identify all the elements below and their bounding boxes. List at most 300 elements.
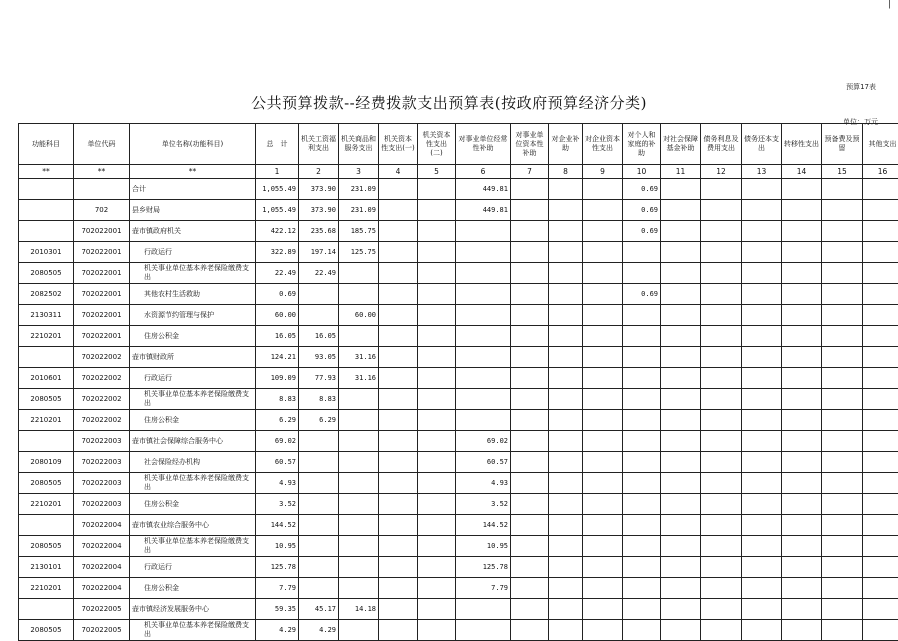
wage-cell: [299, 536, 339, 557]
column-header: 对企业补助: [549, 124, 583, 165]
column-index-cell: **: [130, 165, 256, 179]
empty-cell: [418, 536, 456, 557]
empty-cell: [549, 452, 583, 473]
total-cell: 10.95: [256, 536, 299, 557]
unit-code-cell: 702022002: [74, 368, 130, 389]
household-subsidy-cell: 0.69: [623, 179, 661, 200]
empty-cell: [661, 410, 701, 431]
empty-cell: [549, 326, 583, 347]
empty-cell: [822, 200, 863, 221]
household-subsidy-cell: 0.69: [623, 284, 661, 305]
empty-cell: [742, 200, 782, 221]
goods-services-cell: 14.18: [339, 599, 379, 620]
column-header: 总 计: [256, 124, 299, 165]
institution-subsidy-cell: 7.79: [456, 578, 511, 599]
empty-cell: [418, 431, 456, 452]
goods-services-cell: [339, 284, 379, 305]
empty-cell: [549, 494, 583, 515]
empty-cell: [379, 599, 418, 620]
empty-cell: [418, 305, 456, 326]
empty-cell: [742, 242, 782, 263]
empty-cell: [418, 599, 456, 620]
empty-cell: [863, 473, 898, 494]
household-subsidy-cell: [623, 263, 661, 284]
empty-cell: [379, 473, 418, 494]
column-header: 对社会保障基金补助: [661, 124, 701, 165]
unit-name-cell: 住房公积金: [130, 578, 256, 599]
table-row: [19, 179, 898, 200]
empty-cell: [863, 284, 898, 305]
wage-cell: 6.29: [299, 410, 339, 431]
empty-cell: [379, 536, 418, 557]
column-header: 功能科目: [19, 124, 74, 165]
unit-code-cell: 702022001: [74, 284, 130, 305]
empty-cell: [742, 305, 782, 326]
empty-cell: [379, 620, 418, 641]
unit-name-cell: 行政运行: [130, 242, 256, 263]
empty-cell: [782, 599, 822, 620]
empty-cell: [418, 263, 456, 284]
column-header: 其他支出: [863, 124, 898, 165]
total-cell: 422.12: [256, 221, 299, 242]
empty-cell: [782, 221, 822, 242]
wage-cell: [299, 578, 339, 599]
column-index-cell: 7: [511, 165, 549, 179]
empty-cell: [782, 431, 822, 452]
wage-cell: [299, 515, 339, 536]
goods-services-cell: [339, 326, 379, 347]
unit-name-cell: 机关事业单位基本养老保险缴费支出: [130, 473, 256, 494]
empty-cell: [822, 305, 863, 326]
empty-cell: [782, 620, 822, 641]
empty-cell: [549, 242, 583, 263]
empty-cell: [511, 347, 549, 368]
empty-cell: [822, 410, 863, 431]
column-header: 对企业资本性支出: [583, 124, 623, 165]
empty-cell: [822, 536, 863, 557]
empty-cell: [661, 515, 701, 536]
empty-cell: [782, 326, 822, 347]
empty-cell: [511, 431, 549, 452]
empty-cell: [782, 305, 822, 326]
func-code-cell: [19, 599, 74, 620]
empty-cell: [511, 578, 549, 599]
household-subsidy-cell: [623, 368, 661, 389]
empty-cell: [549, 263, 583, 284]
table-row: [19, 515, 898, 536]
empty-cell: [782, 452, 822, 473]
empty-cell: [511, 368, 549, 389]
empty-cell: [822, 473, 863, 494]
empty-cell: [863, 515, 898, 536]
empty-cell: [822, 494, 863, 515]
unit-name-cell: 行政运行: [130, 557, 256, 578]
empty-cell: [583, 221, 623, 242]
empty-cell: [418, 578, 456, 599]
institution-subsidy-cell: [456, 368, 511, 389]
empty-cell: [379, 326, 418, 347]
unit-code-cell: 702022003: [74, 494, 130, 515]
empty-cell: [863, 578, 898, 599]
goods-services-cell: [339, 410, 379, 431]
household-subsidy-cell: [623, 452, 661, 473]
empty-cell: [379, 263, 418, 284]
func-code-cell: [19, 200, 74, 221]
column-index-cell: 5: [418, 165, 456, 179]
empty-cell: [742, 284, 782, 305]
empty-cell: [782, 263, 822, 284]
empty-cell: [822, 557, 863, 578]
empty-cell: [379, 389, 418, 410]
institution-subsidy-cell: 449.81: [456, 179, 511, 200]
goods-services-cell: 60.00: [339, 305, 379, 326]
empty-cell: [511, 494, 549, 515]
household-subsidy-cell: [623, 410, 661, 431]
empty-cell: [661, 557, 701, 578]
institution-subsidy-cell: [456, 389, 511, 410]
empty-cell: [701, 557, 742, 578]
empty-cell: [742, 263, 782, 284]
column-index-cell: 13: [742, 165, 782, 179]
unit-code-cell: 702022001: [74, 263, 130, 284]
unit-name-cell: 县乡财局: [130, 200, 256, 221]
empty-cell: [511, 452, 549, 473]
unit-name-cell: 合计: [130, 179, 256, 200]
empty-cell: [549, 179, 583, 200]
empty-cell: [661, 263, 701, 284]
unit-name-cell: 行政运行: [130, 368, 256, 389]
institution-subsidy-cell: 4.93: [456, 473, 511, 494]
empty-cell: [549, 473, 583, 494]
total-cell: 322.89: [256, 242, 299, 263]
table-row: [19, 473, 898, 494]
unit-name-cell: 壶市镇农业综合服务中心: [130, 515, 256, 536]
empty-cell: [379, 557, 418, 578]
empty-cell: [549, 347, 583, 368]
empty-cell: [782, 494, 822, 515]
empty-cell: [822, 620, 863, 641]
empty-cell: [822, 578, 863, 599]
institution-subsidy-cell: [456, 263, 511, 284]
empty-cell: [782, 410, 822, 431]
empty-cell: [782, 368, 822, 389]
func-code-cell: [19, 515, 74, 536]
empty-cell: [742, 473, 782, 494]
household-subsidy-cell: [623, 389, 661, 410]
empty-cell: [549, 368, 583, 389]
empty-cell: [742, 221, 782, 242]
institution-subsidy-cell: [456, 347, 511, 368]
total-cell: 69.02: [256, 431, 299, 452]
table-row: [19, 242, 898, 263]
empty-cell: [379, 200, 418, 221]
institution-subsidy-cell: 144.52: [456, 515, 511, 536]
empty-cell: [549, 431, 583, 452]
page-title: 公共预算拨款--经费拨款支出预算表(按政府预算经济分类): [0, 92, 898, 113]
func-code-cell: 2080505: [19, 620, 74, 641]
empty-cell: [782, 179, 822, 200]
unit-code-cell: [74, 179, 130, 200]
empty-cell: [863, 389, 898, 410]
empty-cell: [701, 410, 742, 431]
empty-cell: [782, 200, 822, 221]
total-cell: 144.52: [256, 515, 299, 536]
empty-cell: [863, 431, 898, 452]
empty-cell: [511, 221, 549, 242]
empty-cell: [782, 536, 822, 557]
empty-cell: [511, 473, 549, 494]
total-cell: 16.05: [256, 326, 299, 347]
column-header: 转移性支出: [782, 124, 822, 165]
empty-cell: [701, 368, 742, 389]
column-header: 单位代码: [74, 124, 130, 165]
func-code-cell: 2130101: [19, 557, 74, 578]
wage-cell: 373.90: [299, 200, 339, 221]
empty-cell: [661, 305, 701, 326]
empty-cell: [863, 410, 898, 431]
column-index-cell: 6: [456, 165, 511, 179]
empty-cell: [379, 410, 418, 431]
column-header: 机关资本性支出(一): [379, 124, 418, 165]
table-row: [19, 200, 898, 221]
table-row: [19, 410, 898, 431]
empty-cell: [863, 620, 898, 641]
empty-cell: [701, 200, 742, 221]
wage-cell: 235.68: [299, 221, 339, 242]
total-cell: 7.79: [256, 578, 299, 599]
table-row: [19, 452, 898, 473]
empty-cell: [549, 305, 583, 326]
goods-services-cell: 231.09: [339, 179, 379, 200]
unit-code-cell: 702022001: [74, 242, 130, 263]
institution-subsidy-cell: 69.02: [456, 431, 511, 452]
empty-cell: [701, 431, 742, 452]
total-cell: 8.83: [256, 389, 299, 410]
unit-code-cell: 702: [74, 200, 130, 221]
empty-cell: [661, 473, 701, 494]
empty-cell: [822, 515, 863, 536]
empty-cell: [379, 305, 418, 326]
empty-cell: [782, 347, 822, 368]
unit-name-cell: 社会保险经办机构: [130, 452, 256, 473]
empty-cell: [549, 578, 583, 599]
institution-subsidy-cell: [456, 326, 511, 347]
empty-cell: [511, 326, 549, 347]
goods-services-cell: 185.75: [339, 221, 379, 242]
total-cell: 60.00: [256, 305, 299, 326]
empty-cell: [418, 221, 456, 242]
empty-cell: [418, 410, 456, 431]
empty-cell: [379, 368, 418, 389]
empty-cell: [418, 473, 456, 494]
empty-cell: [511, 557, 549, 578]
empty-cell: [661, 200, 701, 221]
empty-cell: [822, 242, 863, 263]
func-code-cell: 2210201: [19, 494, 74, 515]
empty-cell: [583, 200, 623, 221]
empty-cell: [511, 536, 549, 557]
unit-name-cell: 住房公积金: [130, 494, 256, 515]
empty-cell: [583, 305, 623, 326]
table-row: [19, 578, 898, 599]
table-row: [19, 326, 898, 347]
unit-name-cell: 壶市镇社会保障综合服务中心: [130, 431, 256, 452]
empty-cell: [379, 494, 418, 515]
unit-code-cell: 702022004: [74, 578, 130, 599]
column-index-cell: **: [19, 165, 74, 179]
empty-cell: [742, 494, 782, 515]
empty-cell: [701, 452, 742, 473]
table-body: [19, 165, 898, 641]
empty-cell: [742, 515, 782, 536]
column-index-cell: 3: [339, 165, 379, 179]
unit-name-cell: 机关事业单位基本养老保险缴费支出: [130, 263, 256, 284]
household-subsidy-cell: [623, 494, 661, 515]
household-subsidy-cell: 0.69: [623, 200, 661, 221]
empty-cell: [742, 452, 782, 473]
wage-cell: [299, 452, 339, 473]
empty-cell: [822, 326, 863, 347]
empty-cell: [511, 263, 549, 284]
unit-code-cell: 702022003: [74, 431, 130, 452]
column-index-cell: **: [74, 165, 130, 179]
empty-cell: [511, 179, 549, 200]
unit-code-cell: 702022005: [74, 620, 130, 641]
goods-services-cell: 231.09: [339, 200, 379, 221]
empty-cell: [583, 494, 623, 515]
empty-cell: [863, 599, 898, 620]
func-code-cell: 2080505: [19, 263, 74, 284]
empty-cell: [511, 242, 549, 263]
total-cell: 4.29: [256, 620, 299, 641]
unit-code-cell: 702022005: [74, 599, 130, 620]
empty-cell: [661, 368, 701, 389]
empty-cell: [549, 515, 583, 536]
wage-cell: [299, 473, 339, 494]
empty-cell: [583, 557, 623, 578]
func-code-cell: 2210201: [19, 410, 74, 431]
empty-cell: [379, 578, 418, 599]
goods-services-cell: [339, 263, 379, 284]
empty-cell: [742, 410, 782, 431]
unit-name-cell: 住房公积金: [130, 326, 256, 347]
table-row: [19, 599, 898, 620]
institution-subsidy-cell: [456, 242, 511, 263]
empty-cell: [583, 263, 623, 284]
column-header: 债务还本支出: [742, 124, 782, 165]
column-index-cell: 11: [661, 165, 701, 179]
empty-cell: [583, 620, 623, 641]
unit-code-cell: 702022001: [74, 305, 130, 326]
column-index-cell: 1: [256, 165, 299, 179]
column-index-cell: 9: [583, 165, 623, 179]
empty-cell: [511, 410, 549, 431]
wage-cell: 93.05: [299, 347, 339, 368]
empty-cell: [701, 179, 742, 200]
wage-cell: 45.17: [299, 599, 339, 620]
empty-cell: [511, 515, 549, 536]
empty-cell: [511, 389, 549, 410]
household-subsidy-cell: [623, 599, 661, 620]
institution-subsidy-cell: [456, 620, 511, 641]
goods-services-cell: [339, 389, 379, 410]
empty-cell: [863, 200, 898, 221]
empty-cell: [822, 347, 863, 368]
wage-cell: [299, 431, 339, 452]
empty-cell: [701, 494, 742, 515]
total-cell: 59.35: [256, 599, 299, 620]
empty-cell: [742, 557, 782, 578]
household-subsidy-cell: [623, 620, 661, 641]
total-cell: 124.21: [256, 347, 299, 368]
empty-cell: [418, 242, 456, 263]
household-subsidy-cell: [623, 347, 661, 368]
column-index-cell: 14: [782, 165, 822, 179]
empty-cell: [583, 599, 623, 620]
unit-name-cell: 其他农村生活救助: [130, 284, 256, 305]
column-index-cell: 15: [822, 165, 863, 179]
empty-cell: [379, 179, 418, 200]
func-code-cell: [19, 179, 74, 200]
empty-cell: [782, 473, 822, 494]
unit-name-cell: 壶市镇财政所: [130, 347, 256, 368]
household-subsidy-cell: [623, 431, 661, 452]
empty-cell: [418, 347, 456, 368]
empty-cell: [782, 578, 822, 599]
unit-code-cell: 702022004: [74, 536, 130, 557]
empty-cell: [701, 620, 742, 641]
total-cell: 125.78: [256, 557, 299, 578]
empty-cell: [822, 368, 863, 389]
total-cell: 109.09: [256, 368, 299, 389]
empty-cell: [822, 284, 863, 305]
empty-cell: [661, 620, 701, 641]
household-subsidy-cell: 0.69: [623, 221, 661, 242]
total-cell: 22.49: [256, 263, 299, 284]
empty-cell: [701, 515, 742, 536]
unit-code-cell: 702022003: [74, 473, 130, 494]
func-code-cell: 2080505: [19, 473, 74, 494]
empty-cell: [583, 368, 623, 389]
column-header: 机关资本性支出(二): [418, 124, 456, 165]
empty-cell: [822, 263, 863, 284]
empty-cell: [379, 347, 418, 368]
empty-cell: [782, 242, 822, 263]
empty-cell: [379, 515, 418, 536]
empty-cell: [418, 620, 456, 641]
column-header: 对事业单位资本性补助: [511, 124, 549, 165]
empty-cell: [863, 221, 898, 242]
goods-services-cell: 125.75: [339, 242, 379, 263]
wage-cell: 8.83: [299, 389, 339, 410]
empty-cell: [549, 620, 583, 641]
institution-subsidy-cell: [456, 305, 511, 326]
goods-services-cell: 31.16: [339, 347, 379, 368]
empty-cell: [379, 284, 418, 305]
budget-table: [18, 123, 898, 641]
func-code-cell: 2210201: [19, 326, 74, 347]
func-code-cell: [19, 431, 74, 452]
empty-cell: [742, 536, 782, 557]
empty-cell: [863, 536, 898, 557]
empty-cell: [549, 200, 583, 221]
unit-name-cell: 机关事业单位基本养老保险缴费支出: [130, 389, 256, 410]
unit-code-cell: 702022002: [74, 389, 130, 410]
goods-services-cell: [339, 431, 379, 452]
unit-name-cell: 壶市镇政府机关: [130, 221, 256, 242]
empty-cell: [661, 179, 701, 200]
total-cell: 1,055.49: [256, 200, 299, 221]
